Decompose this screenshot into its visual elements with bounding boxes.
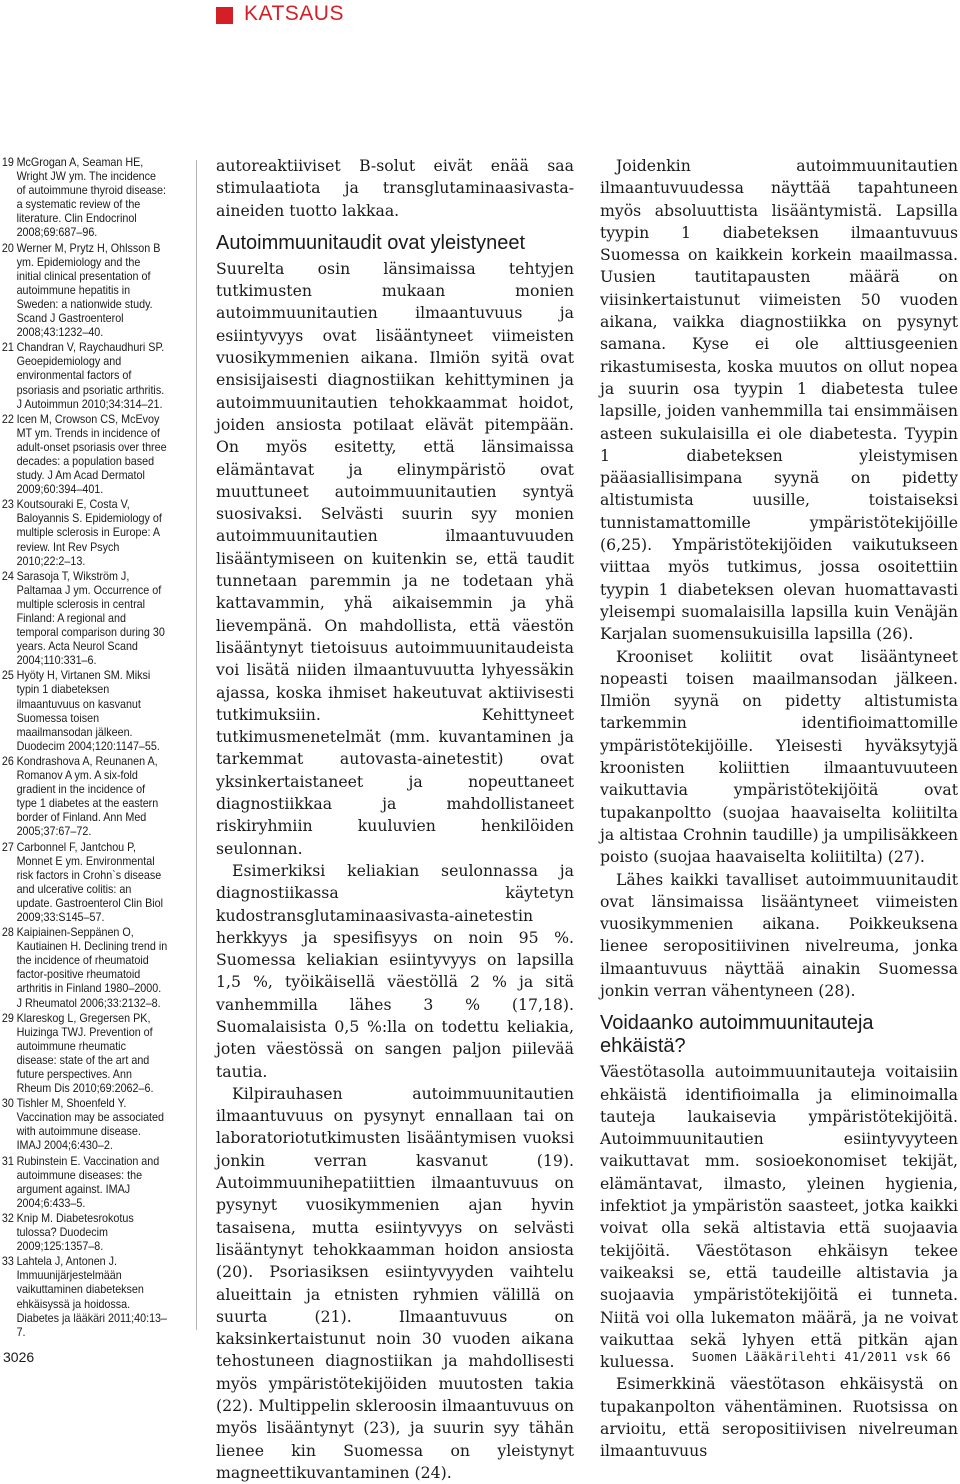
reference-item [0, 341, 167, 411]
reference-number: 27 [1, 840, 14, 854]
reference-text: Icen M, Crowson CS, McEvoy MT ym. Trends in incidence of adult-onset psoriasis over three decades: a population based study. J Am Acad Dermatol 2009;60:394–401. [16, 412, 167, 497]
reference-number: 32 [1, 1211, 14, 1225]
reference-item [0, 1155, 167, 1211]
reference-number: 28 [1, 926, 14, 940]
reference-number: 33 [1, 1255, 14, 1269]
journal-issue: Suomen Lääkärilehti 41/2011 vsk 66 [691, 1350, 951, 1364]
reference-text: Carbonnel F, Jantchou P, Monnet E ym. Environmental risk factors in Crohn`s disease and ulcerative colitis: an update. Gastroenterol Clin Biol 2009;33:S145–57. [16, 840, 164, 924]
page-number: 3026 [3, 1349, 35, 1365]
reference-item [0, 841, 167, 926]
reference-number: 19 [1, 156, 14, 169]
reference-text: Rubinstein E. Vaccination and autoimmune diseases: the argument against. IMAJ 2004;6:433–5. [16, 1154, 160, 1210]
reference-text: Hyöty H, Virtanen SM. Miksi typin 1 diabeteksen ilmaantuvuus on kasvanut Suomessa toisen maailmansodan jälkeen. Duodecim 2004;120:1147–55. [16, 669, 160, 753]
reference-item [0, 570, 167, 669]
reference-item [0, 669, 167, 754]
reference-number: 22 [1, 412, 14, 426]
reference-number: 21 [1, 341, 14, 355]
section-title: KATSAUS [244, 2, 344, 25]
reference-text: McGrogan A, Seaman HE, Wright JW ym. The incidence of autoimmune thyroid disease: a systematic review of the literature. Clin Endocrinol 2008;69:687–96. [16, 156, 167, 240]
reference-item [0, 1212, 167, 1254]
paragraph: Esimerkkinä väestötason ehkäisystä on tupakanpolton vähentäminen. Ruotsissa on arvioitu, että seropositiivisen nivelreuman ilmaantuvuus [600, 1374, 958, 1461]
paragraph: autoreaktiiviset B-solut eivät enää saa stimulaatiota ja transglutaminaasivasta-aineiden tuotto lakkaa. [216, 156, 574, 220]
paragraph: Lähes kaikki tavalliset autoimmuunitaudit ovat länsimaissa lisääntyneet viimeisten vuosikymmenien aikana. Poikkeuksena lienee seropositiivinen nivelreuma, jonka ilmaantuvuus näyttää ainakin Suomessa jonkin verran vähentyneen (28). [600, 869, 958, 1000]
reference-number: 24 [1, 569, 14, 583]
reference-item [0, 755, 167, 840]
paragraph: Krooniset koliitit ovat lisääntyneet nopeasti toisen maailmansodan jälkeen. Ilmiön syynä on pidetty altistumista tarkemmin identifioimattomille ympäristötekijöille. Yleisesti hyväksytyjä kroonisten koliittien ilmaantuvuuteen vaikuttavia ympäristötekijöitä ovat tupakanpoltto (suojaa haavaiselta koliitilta ja altistaa Crohnin taudille) ja umpilisäkkeen poisto (suojaa haavaiselta koliitilta) (27). [600, 646, 958, 867]
reference-text: Sarasoja T, Wikström J, Paltamaa J ym. Occurrence of multiple sclerosis in central Finland: A regional and temporal comparison during 30 years. Acta Neurol Scand 2004;110:331–6. [16, 569, 165, 668]
reference-item [0, 498, 167, 568]
reference-number: 30 [1, 1097, 14, 1111]
reference-text: Koutsouraki E, Costa V, Baloyannis S. Epidemiology of multiple sclerosis in Europe: A review. Int Rev Psych 2010;22:2–13. [16, 498, 162, 568]
reference-text: Chandran V, Raychaudhuri SP. Geoepidemiology and environmental factors of psoriasis and psoriatic arthritis. J Autoimmun 2010;34:314–21. [16, 341, 165, 411]
reference-number: 26 [1, 754, 14, 768]
reference-number: 29 [1, 1011, 14, 1025]
reference-number: 23 [1, 498, 14, 512]
section-marker-square [216, 7, 233, 24]
reference-text: Lahtela J, Antonen J. Immuunijärjestelmään vaikuttaminen diabeteksen ehkäisyssä ja hoidossa. Diabetes ja lääkäri 2011;40:13–7. [16, 1255, 168, 1339]
reference-item [0, 1097, 167, 1153]
section-heading: Voidaanko autoimmuunitauteja ehkäistä? [600, 1012, 874, 1058]
reference-text: Klareskog L, Gregersen PK, Huizinga TWJ. Prevention of autoimmune rheumatic disease: state of the art and future perspectives. Ann Rheum Dis 2010;69:2062–6. [16, 1011, 154, 1096]
reference-item [0, 1255, 167, 1340]
paragraph: Esimerkiksi keliakian seulonnassa ja diagnostiikassa käytetyn kudostransglutaminaasivasta-ainetestin herkkyys ja spesifisyys on noin 95 %. Suomessa keliakian esiintyvyys on lapsilla 1,5 %, työikäisellä väestöllä 2 % ja sitä vanhemmilla lähes 3 % (17,18). Suomalaisista 0,5 %:lla on todettu keliakia, joten väestössä on sangen paljon piilevää tautia. [216, 860, 574, 1081]
reference-text: Kaipiainen-Seppänen O, Kautiainen H. Declining trend in the incidence of rheumatoid factor-positive rheumatoid arthritis in Finland 1980–2000. J Rheumatol 2006;33:2132–8. [16, 926, 168, 1010]
reference-item [0, 926, 167, 1011]
paragraph: Joidenkin autoimmuunitautien ilmaantuvuudessa näyttää tapahtuneen myös absoluuttista lisääntymistä. Lapsilla tyypin 1 diabeteksen ilmaantuvuus Suomessa on kaikkein korkein maailmassa. Uusien tautitapausten määrä on viisinkertaistunut viimeisten 50 vuoden aikana, vaikka diagnostiikka on pysynyt samana. Kyse ei ole alttiusgeenien rikastumisesta, koska muutos on ollut nopea ja suurin osa tyypin 1 diabetesta tulee lapsille, joiden vanhemmilla tai ensimmäisen asteen sukulaisilla ei ole diabetesta. Tyypin 1 diabeteksen yleistymisen pääasiallisimpana syynä on pidetty altistumista uusille, toistaiseksi tunnistamattomille ympäristötekijöille (6,25). Ympäristötekijöiden vaikutukseen viittaa myös tutkimus, jossa osoitettiin tyypin 1 diabeteksen olevan huomattavasti yleisempi suomalaisilla lapsilla kuin Venäjän Karjalan suomensukuisilla lapsilla (26). [600, 156, 958, 644]
section-heading: Autoimmuunitaudit ovat yleistyneet [216, 231, 526, 254]
reference-number: 31 [1, 1154, 14, 1168]
article-column-middle [216, 155, 574, 1484]
reference-item [0, 413, 167, 498]
reference-text: Kondrashova A, Reunanen A, Romanov A ym. A six-fold gradient in the incidence of type 1 diabetes at the eastern border of Finland. Ann Med 2005;37:67–72. [16, 754, 159, 839]
reference-text: Werner M, Prytz H, Ohlsson B ym. Epidemiology and the initial clinical presentation of autoimmune hepatitis in Sweden: a nationwide study. Scand J Gastroenterol 2008;43:1232–40. [16, 241, 161, 340]
reference-item [0, 156, 167, 241]
reference-list [0, 156, 167, 1341]
page-header [0, 0, 960, 40]
reference-number: 25 [1, 669, 14, 683]
paragraph: Suurelta osin länsimaissa tehtyjen tutkimusten mukaan monien autoimmuunitautien ilmaantuvuus ja esiintyvyys ovat lisääntyneet viimeisten vuosikymmenien aikana. Ilmiön syitä ovat ensisijaisesti diagnostiikan kehittyminen ja autoimmuunitautien tehokkaammat hoidot, joiden ansiosta potilaat elävät pitempään. On myös esitetty, että länsimaissa elämäntavat ja elinympäristö ovat muuttuneet autoimmuunitautien syntyä suosivaksi. Selvästi suurin syy monien autoimmuunitautien ilmaantuvuuden lisääntymiseen on kuitenkin se, että taudit tunnetaan paremmin ja ne todetaan yhä kattavammin, yhä aikaisemmin ja yhä lievempänä. On mahdollista, että väestön lisääntynyt tietoisuus autoimmuunitaudeista voi lisätä niiden ilmaantuvuutta lyhyessäkin ajassa, koska ihmiset hakeutuvat aktiivisesti tutkimuksiin. Kehittyneet tutkimusmenetelmät (mm. kuvantaminen ja tarkemmat autovasta-ainetestit) ovat yksinkertaistaneet ja nopeuttaneet diagnostiikkaa ja mahdollistaneet riskiryhmiin kuuluvien henkilöiden seulonnan. [216, 258, 574, 858]
reference-item [0, 1012, 167, 1097]
reference-number: 20 [1, 241, 14, 255]
article-column-right [600, 155, 958, 1463]
reference-text: Knip M. Diabetesrokotus tulossa? Duodecim 2009;125:1357–8. [16, 1211, 134, 1254]
reference-item [0, 242, 167, 341]
paragraph: Väestötasolla autoimmuunitauteja voitaisiin ehkäistä identifioimalla ja eliminoimalla tauteja laukaisevia ympäristötekijöitä. Autoimmuunitautien esiintyvyyteen vaikuttavat mm. sosioekonomiset tekijät, elämäntavat, ilmasto, yleinen hygienia, infektiot ja ympäristön saasteet, jotka kaikki voivat olla sekä altistavia että suojaavia tekijöitä. Väestötason ehkäisyn tekee vaikeaksi se, että taudeille altistavia ja suojaavia ympäristötekijöitä ei tunneta. Niitä voi olla lukematon määrä, ja ne voivat vaikuttaa sekä lyhyen että pitkän ajan kuluessa. [600, 1062, 958, 1372]
column-divider [196, 160, 197, 1330]
paragraph: Kilpirauhasen autoimmuunitautien ilmaantuvuus on pysynyt ennallaan tai on laboratoriotutkimusten lisääntymisen vuoksi jonkin verran kasvanut (19). Autoimmuunihepatiittien ilmaantuvuus on pysynyt vuosikymmenien ajan hyvin tasaisena, mutta esiintyvyys on selvästi lisääntynyt tehokkaamman hoidon ansiosta (20). Psoriasiksen esiintyvyyden vaihtelu alueittain ja etnisten ryhmien välillä on suurta (21). Ilmaantuvuus on kaksinkertaistunut noin 30 vuoden aikana tehostuneen diagnostiikan ja mahdollisesti myös ympäristötekijöiden muutosten takia (22). Multippelin skleroosin ilmaantuvuus on myös lisääntynyt (23), ja suurin syy tähän lienee kin Suomessa on yleistynyt magneettikuvantaminen (24). [216, 1083, 574, 1482]
reference-text: Tishler M, Shoenfeld Y. Vaccination may be associated with autoimmune disease. IMAJ 2004;6:430–2. [16, 1097, 165, 1153]
